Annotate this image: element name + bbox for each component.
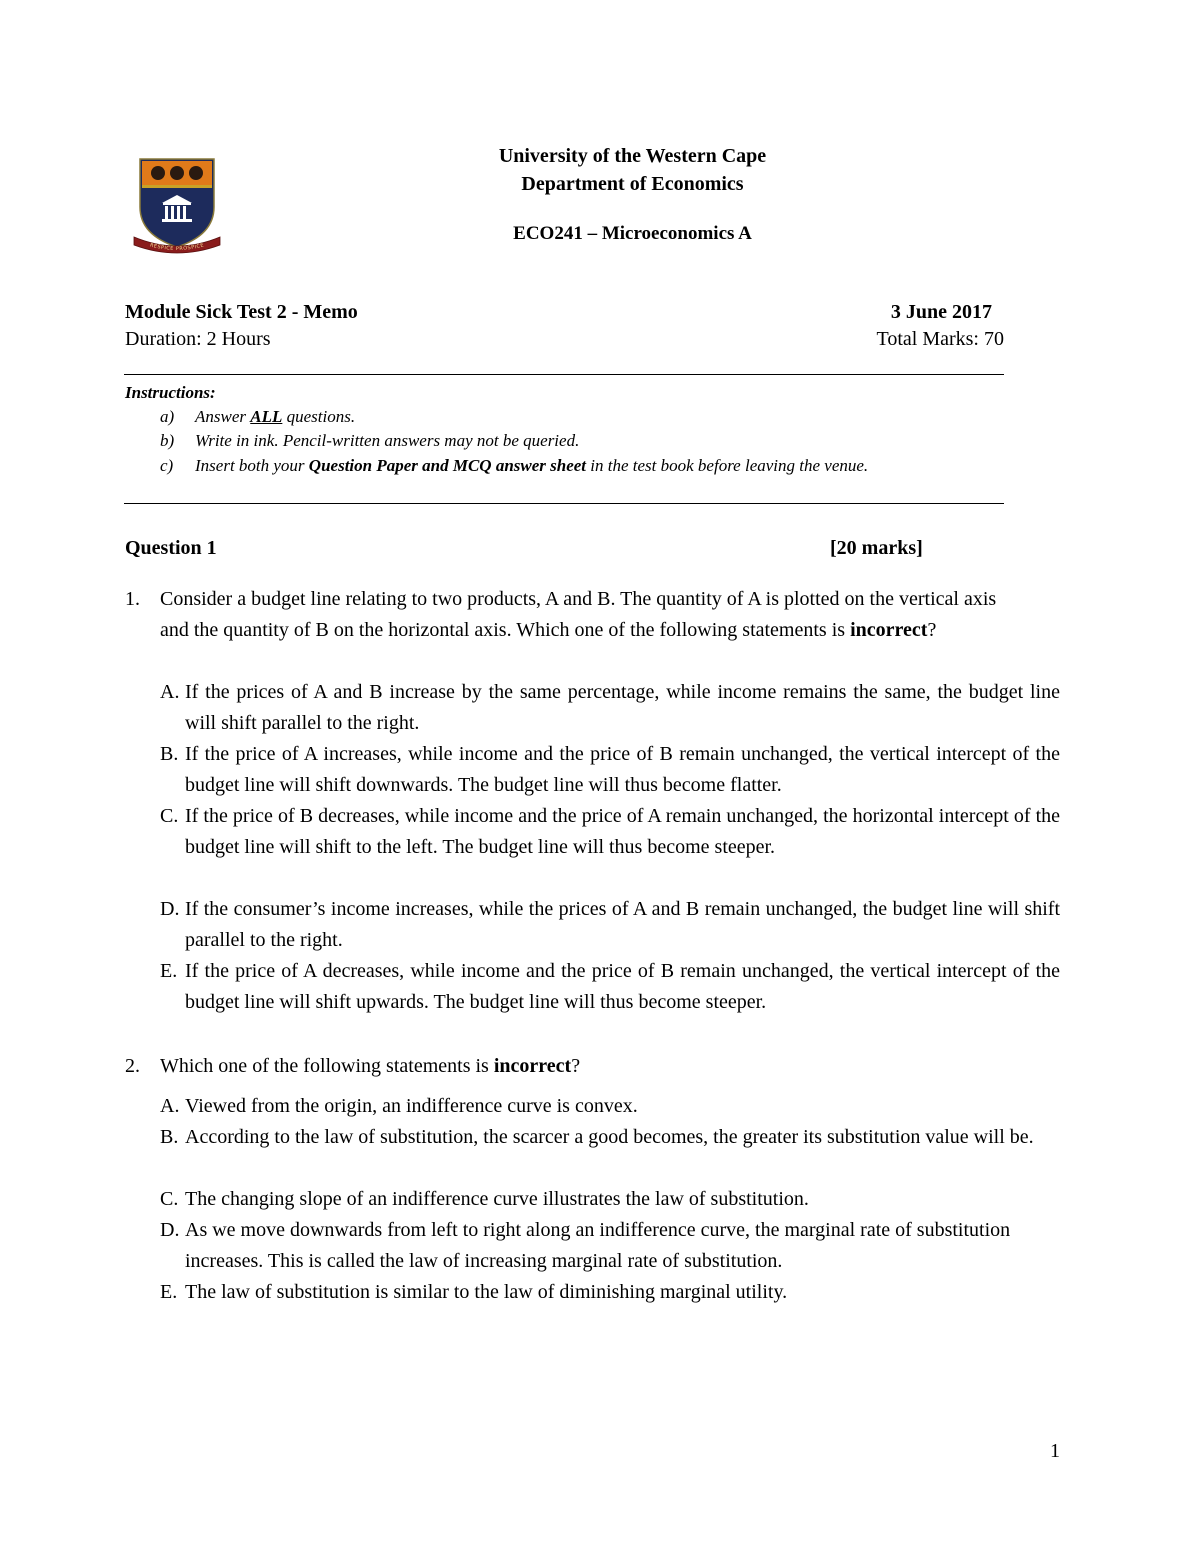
instruction-text: Answer (195, 407, 251, 426)
question-stem (160, 1051, 1010, 1082)
total-marks: Total Marks: 70 (876, 328, 1004, 350)
instruction-text: Insert both your (195, 456, 309, 475)
option-text: According to the law of substitution, the scarcer a good becomes, the greater its substitution value will be. (185, 1126, 1034, 1148)
question-stem-emphasis: incorrect (493, 1055, 572, 1077)
question-stem-text: ? (571, 1055, 581, 1077)
test-duration: Duration: 2 Hours (125, 328, 271, 350)
instruction-emphasis: ALL (250, 407, 283, 426)
option-text: Viewed from the origin, an indifference curve is convex. (185, 1095, 638, 1117)
answer-option (160, 739, 1060, 801)
answer-option (160, 1215, 1060, 1277)
option-letter: C. (160, 805, 179, 827)
option-text: If the prices of A and B increase by the same percentage, while income remains the same, the budget line will shift parallel to the right. (185, 681, 1060, 734)
crest-motto: RESPICE PROSPICE (149, 242, 205, 253)
option-letter: D. (160, 1219, 180, 1241)
answer-option (160, 1277, 1060, 1308)
section-marks: [20 marks] (830, 537, 923, 559)
question-number: 1. (125, 588, 140, 610)
option-letter: B. (160, 1126, 179, 1148)
instruction-item-c (160, 454, 868, 478)
option-letter: E. (160, 1281, 178, 1303)
answer-option (160, 677, 1060, 739)
instruction-item-b (160, 429, 579, 453)
instructions-heading: Instructions: (125, 383, 216, 402)
university-name: University of the Western Cape (498, 145, 767, 167)
instruction-item-a (160, 405, 355, 429)
answer-option (160, 1091, 1060, 1122)
answer-option (160, 1122, 1060, 1153)
test-title: Module Sick Test 2 - Memo (125, 301, 358, 323)
instruction-text: questions. (282, 407, 356, 426)
question-stem-emphasis: incorrect (850, 619, 928, 641)
option-text: As we move downwards from left to right along an indifference curve, the marginal rate of substitution increases. This is called the law of increasing marginal rate of substitution. (185, 1219, 1011, 1272)
instruction-text: Write in ink. Pencil-written answers may not be queried. (195, 431, 580, 450)
option-letter: E. (160, 960, 178, 982)
option-letter: D. (160, 898, 180, 920)
test-date: 3 June 2017 (890, 301, 992, 323)
divider-top (124, 374, 1004, 375)
department-name: Department of Economics (521, 173, 744, 195)
option-letter: C. (160, 1188, 179, 1210)
question-stem-text: Which one of the following statements is (160, 1055, 494, 1077)
option-letter: A. (160, 681, 180, 703)
option-text: The law of substitution is similar to the law of diminishing marginal utility. (185, 1281, 788, 1303)
option-text: The changing slope of an indifference curve illustrates the law of substitution. (185, 1188, 809, 1210)
question-stem (160, 584, 1010, 646)
question-stem-text: Consider a budget line relating to two products, A and B. The quantity of A is plotted on the vertical axis and the quantity of B on the horizontal axis. Which one of the following statements is (160, 588, 997, 641)
option-letter: A. (160, 1095, 180, 1117)
instruction-label: b) (160, 431, 175, 450)
option-text: If the price of A increases, while income and the price of B remain unchanged, the vertical intercept of the budget line will shift downwards. The budget line will thus become flatter. (185, 743, 1060, 796)
option-text: If the price of B decreases, while income and the price of A remain unchanged, the horizontal intercept of the budget line will shift to the left. The budget line will thus become steeper. (185, 805, 1060, 858)
divider-bottom (124, 503, 1004, 504)
course-code-title: ECO241 – Microeconomics A (513, 223, 752, 244)
option-letter: B. (160, 743, 179, 765)
answer-option (160, 1184, 1060, 1215)
instruction-label: c) (160, 456, 174, 475)
answer-option (160, 956, 1060, 1018)
option-text: If the consumer’s income increases, while the prices of A and B remain unchanged, the budget line will shift parallel to the right. (185, 898, 1060, 951)
instruction-text: in the test book before leaving the venue. (586, 456, 869, 475)
university-crest-logo (132, 155, 222, 255)
answer-option (160, 894, 1060, 956)
page-number: 1 (1050, 1440, 1060, 1462)
question-stem-text: ? (927, 619, 937, 641)
instruction-label: a) (160, 407, 175, 426)
question-number: 2. (125, 1055, 140, 1077)
answer-option (160, 801, 1060, 863)
option-text: If the price of A decreases, while income and the price of B remain unchanged, the vertical intercept of the budget line will shift upwards. The budget line will thus become steeper. (185, 960, 1060, 1013)
section-title: Question 1 (125, 537, 217, 559)
instruction-emphasis: Question Paper and MCQ answer sheet (308, 456, 587, 475)
